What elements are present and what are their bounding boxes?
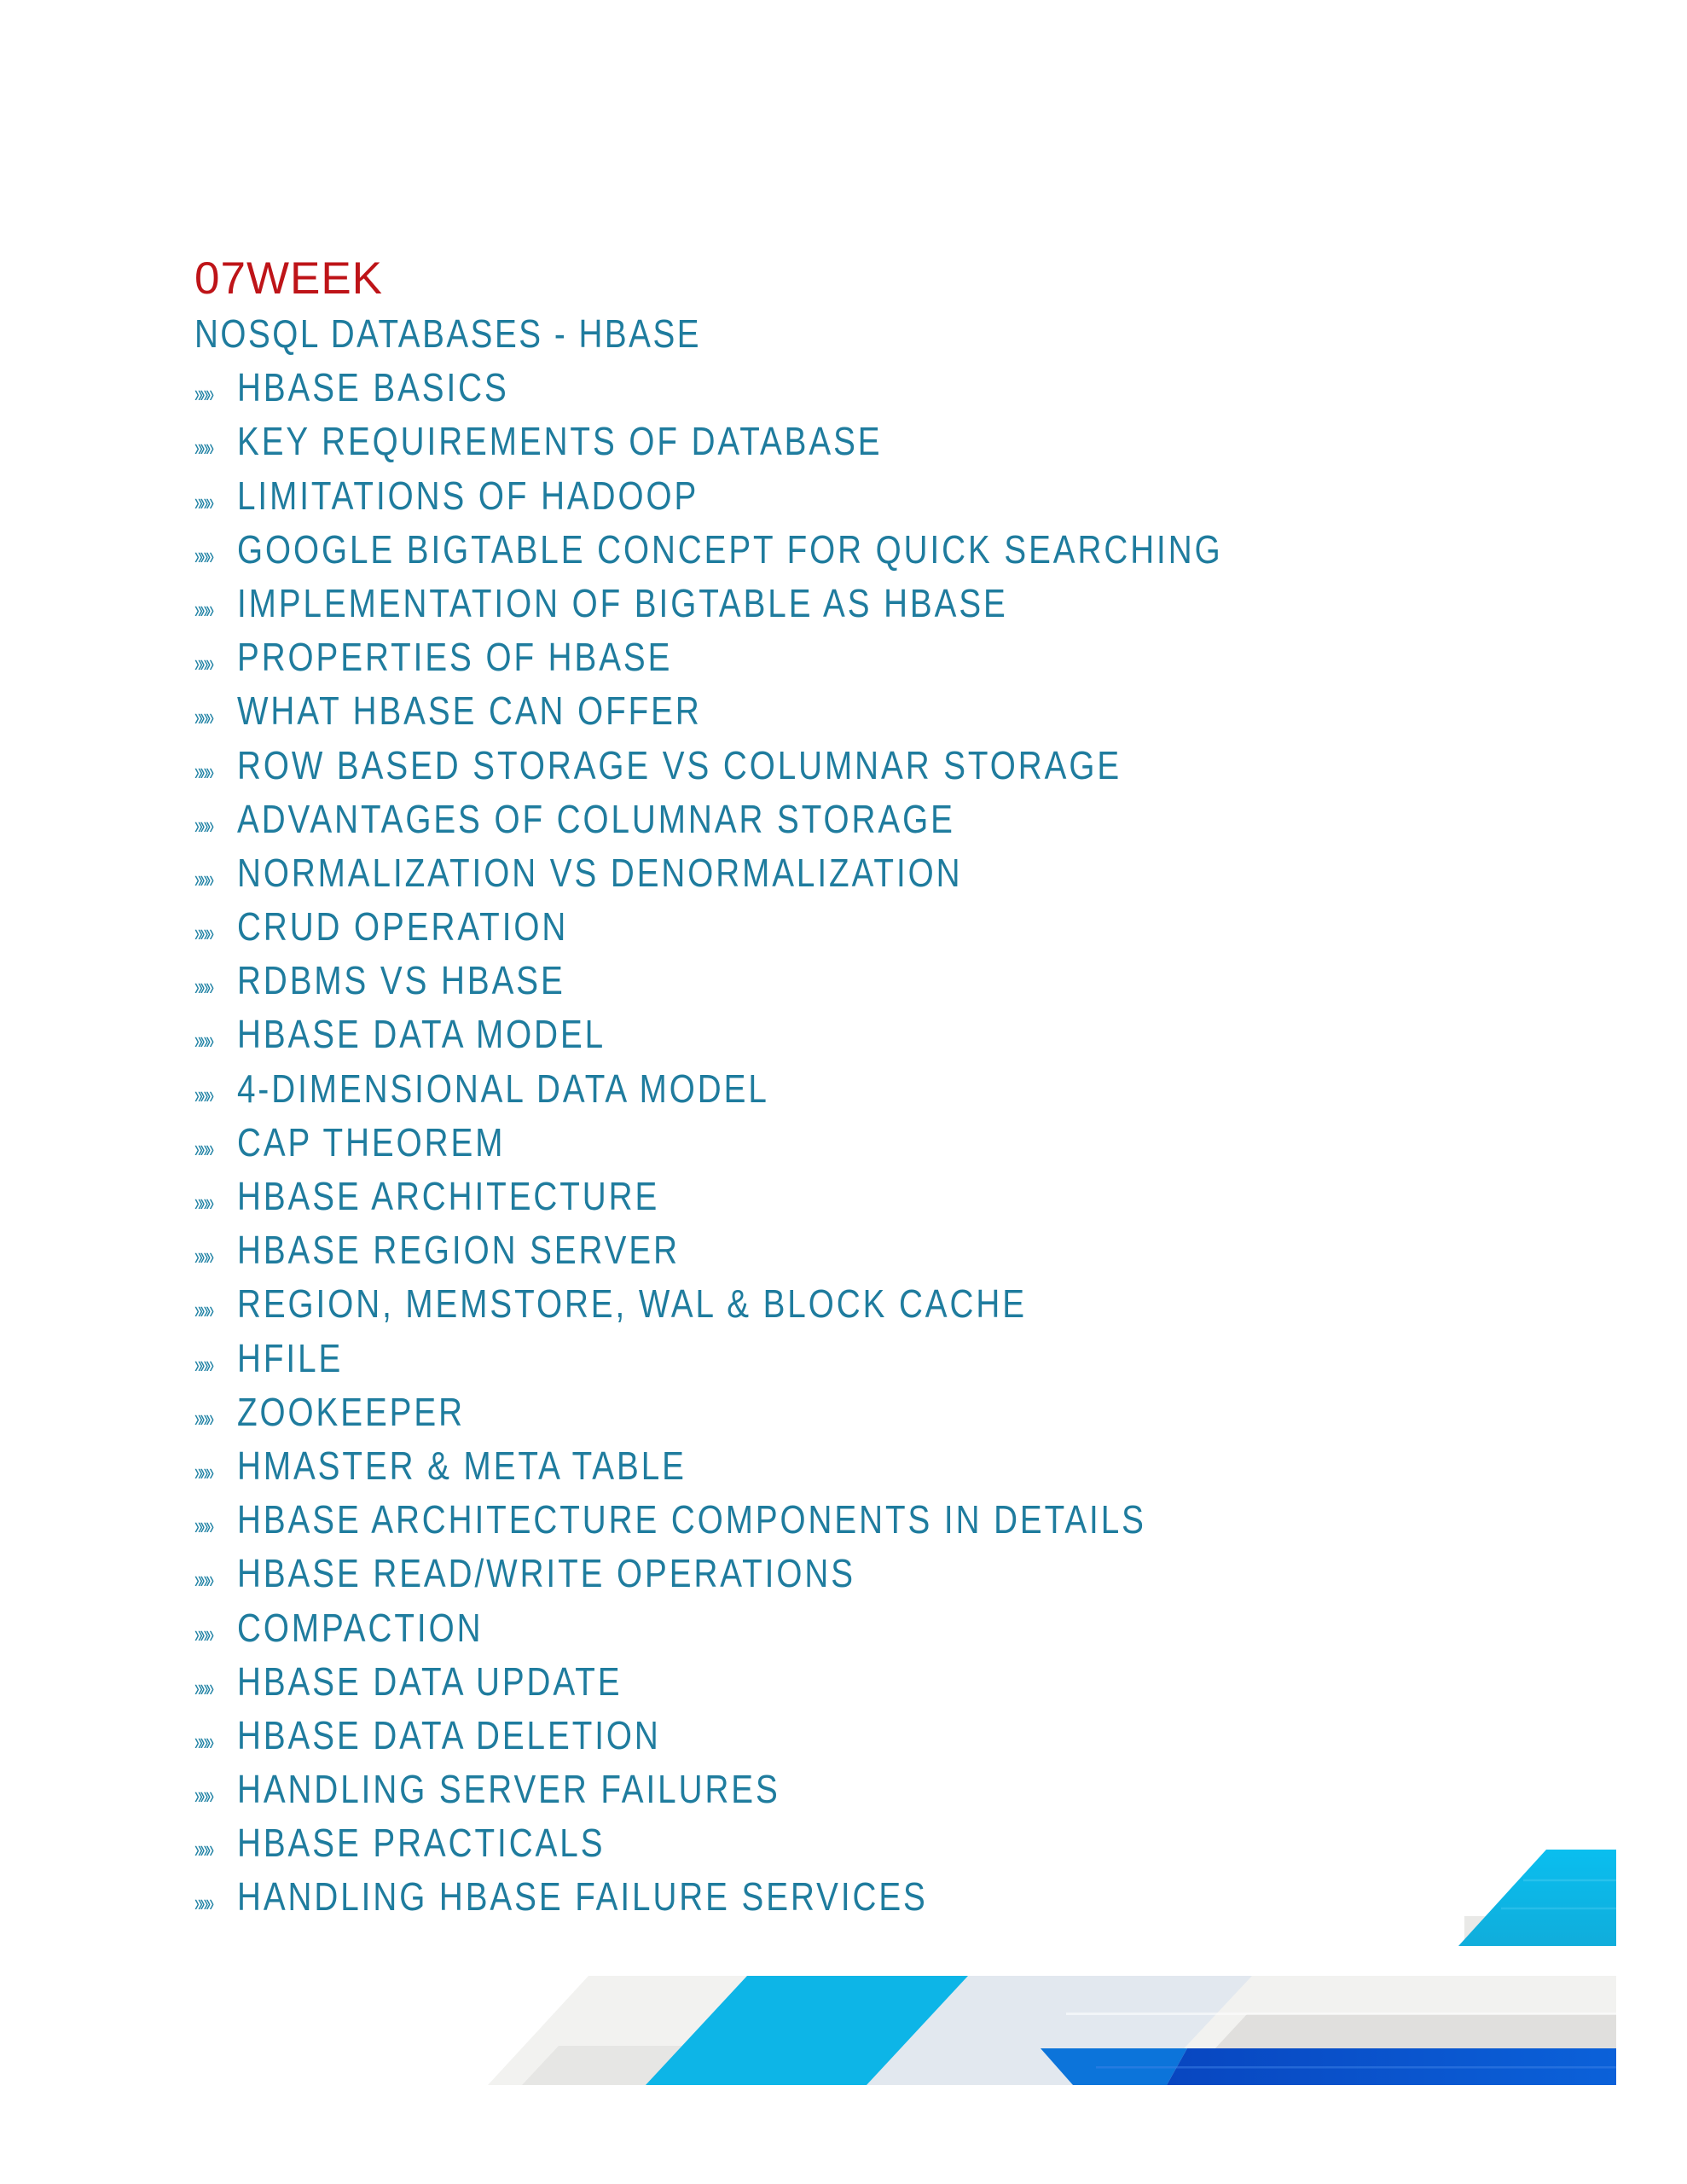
list-item [194,684,1411,738]
topic-text: HBASE DATA DELETION [237,1712,661,1757]
list-item [194,630,1411,684]
chevron-bullet-icon: »»» [194,1135,212,1163]
list-item [194,1332,1411,1385]
chevron-bullet-icon: »»» [194,811,212,839]
list-item [194,415,1411,468]
chevron-bullet-icon: »»» [194,650,212,678]
topic-text: LIMITATIONS OF HADOOP [237,473,699,518]
chevron-bullet-icon: »»» [194,488,212,516]
chevron-bullet-icon: »»» [194,1782,212,1810]
chevron-bullet-icon: »»» [194,1728,212,1756]
topic-text: HBASE READ/WRITE OPERATIONS [237,1551,855,1596]
chevron-bullet-icon: »»» [194,380,212,409]
corner-gray-strip-shape [1464,1916,1616,1946]
list-item [194,1062,1411,1116]
chevron-bullet-icon: »»» [194,1566,212,1594]
topic-text: HBASE DATA UPDATE [237,1658,623,1704]
chevron-bullet-icon: »»» [194,1458,212,1486]
course-subtitle [194,307,1411,361]
topic-text: HFILE [237,1335,344,1380]
topic-text: ROW BASED STORAGE VS COLUMNAR STORAGE [237,742,1122,787]
list-item [194,523,1411,577]
topic-text: HBASE DATA MODEL [237,1012,606,1057]
topic-text: HMASTER & META TABLE [237,1443,687,1488]
chevron-bullet-icon: »»» [194,1513,212,1541]
chevron-bullet-icon: »»» [194,920,212,948]
topic-text: HANDLING SERVER FAILURES [237,1767,780,1812]
topic-text: REGION, MEMSTORE, WAL & BLOCK CACHE [237,1281,1027,1327]
footer-hairline-shape [1066,2013,1616,2015]
topic-text: RDBMS VS HBASE [237,958,565,1003]
chevron-bullet-icon: »»» [194,1081,212,1109]
list-item [194,1116,1411,1170]
chevron-bullet-icon: »»» [194,1620,212,1648]
chevron-bullet-icon: »»» [194,542,212,570]
footer-ribbon-navy-shape [1167,2048,1616,2085]
list-item [194,1763,1411,1816]
chevron-bullet-icon: »»» [194,704,212,732]
footer-band-base-shape [488,1976,1616,2085]
list-item [194,1547,1411,1600]
topic-text: COMPACTION [237,1605,484,1650]
list-item [194,1277,1411,1331]
list-item [194,361,1411,415]
list-item [194,1223,1411,1277]
topic-text: HBASE REGION SERVER [237,1228,680,1273]
footer-ribbon-blue-shape [1041,2048,1187,2085]
topic-text: ZOOKEEPER [237,1389,465,1434]
topic-text: HBASE ARCHITECTURE COMPONENTS IN DETAILS [237,1497,1146,1542]
list-item [194,846,1411,900]
chevron-bullet-icon: »»» [194,973,212,1002]
topic-list [194,361,1411,1924]
list-item [194,1601,1411,1655]
footer-band-bottom-strip-shape [522,2046,1066,2085]
topic-text: CAP THEOREM [237,1119,506,1165]
chevron-bullet-icon: »»» [194,865,212,893]
list-item [194,1385,1411,1439]
topic-text: PROPERTIES OF HBASE [237,635,673,680]
list-item [194,1870,1411,1924]
footer-band-gray-shape [1181,2014,1616,2085]
chevron-bullet-icon: »»» [194,595,212,624]
chevron-bullet-icon: »»» [194,1404,212,1432]
list-item [194,900,1411,954]
topic-text: IMPLEMENTATION OF BIGTABLE AS HBASE [237,580,1008,625]
chevron-bullet-icon: »»» [194,1890,212,1918]
list-item [194,469,1411,523]
topic-text: HBASE ARCHITECTURE [237,1174,660,1218]
list-item [194,793,1411,846]
topic-text: GOOGLE BIGTABLE CONCEPT FOR QUICK SEARCHING [237,526,1223,572]
course-subtitle-text: NOSQL DATABASES - HBASE [194,311,702,356]
list-item [194,739,1411,793]
topic-text: HBASE PRACTICALS [237,1821,606,1866]
list-item [194,1493,1411,1547]
chevron-bullet-icon: »»» [194,434,212,462]
chevron-bullet-icon: »»» [194,1189,212,1217]
chevron-bullet-icon: »»» [194,1836,212,1864]
topic-text: HBASE BASICS [237,365,509,410]
chevron-bullet-icon: »»» [194,1243,212,1271]
chevron-bullet-icon: »»» [194,758,212,786]
topic-text: KEY REQUIREMENTS OF DATABASE [237,419,883,464]
topic-text: NORMALIZATION VS DENORMALIZATION [237,850,963,895]
footer-ribbon-highlight-line-shape [1096,2066,1616,2069]
list-item [194,1709,1411,1763]
topic-text: WHAT HBASE CAN OFFER [237,688,702,734]
chevron-bullet-icon: »»» [194,1350,212,1379]
topic-text: CRUD OPERATION [237,904,569,950]
footer-band-bluegray-shape [867,1976,1252,2085]
syllabus-content [194,251,1411,1925]
chevron-bullet-icon: »»» [194,1297,212,1325]
topic-text: HANDLING HBASE FAILURE SERVICES [237,1874,928,1920]
corner-cyan-trapezoid-shape [1458,1850,1616,1946]
list-item [194,1439,1411,1493]
list-item [194,577,1411,630]
list-item [194,1816,1411,1870]
topic-text: 4-DIMENSIONAL DATA MODEL [237,1066,769,1111]
list-item [194,954,1411,1008]
list-item [194,1008,1411,1061]
chevron-bullet-icon: »»» [194,1027,212,1055]
list-item [194,1170,1411,1223]
topic-text: ADVANTAGES OF COLUMNAR STORAGE [237,796,955,841]
list-item [194,1655,1411,1709]
footer-band-cyan-parallelogram-shape [646,1976,968,2085]
page-title: 07WEEK [194,253,384,304]
chevron-bullet-icon: »»» [194,1674,212,1702]
